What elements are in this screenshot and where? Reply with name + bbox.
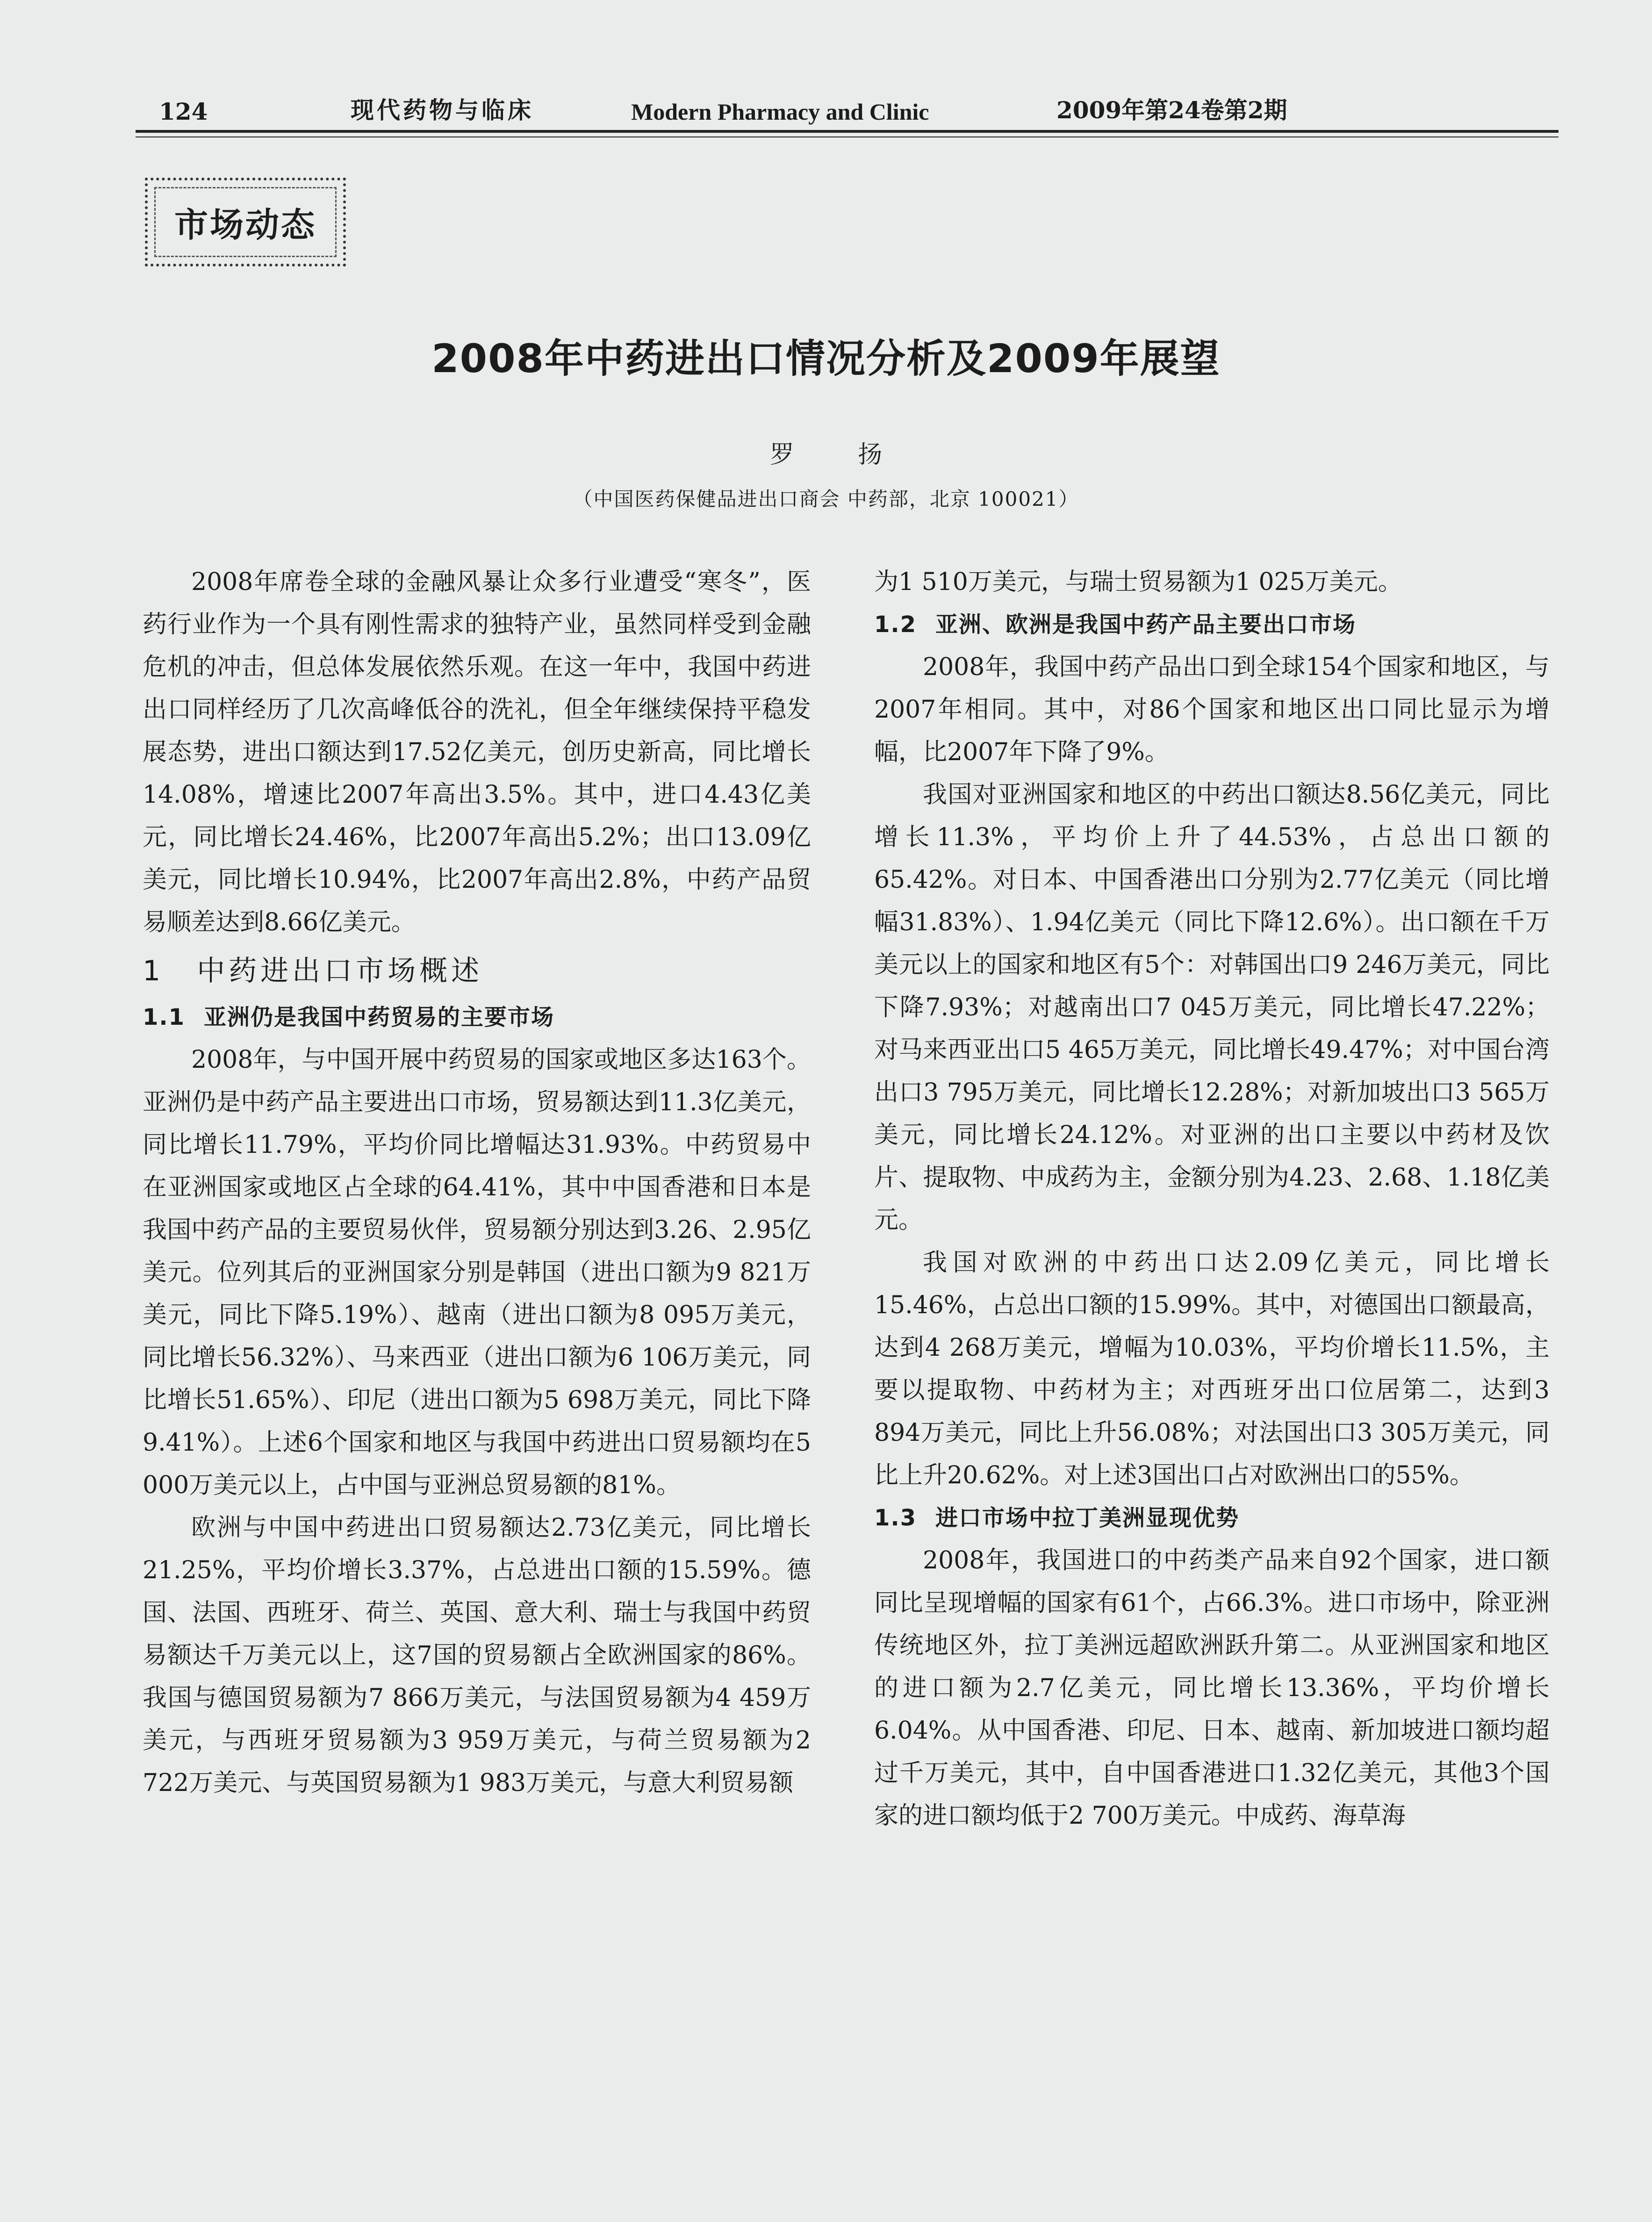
article-title: 2008年中药进出口情况分析及2009年展望 <box>431 336 1221 381</box>
section-badge <box>145 178 346 266</box>
paragraph: 我国对亚洲国家和地区的中药出口额达8.56亿美元，同比增长11.3%，平均价上升了44.53%，占总出口额的65.42%。对日本、中国香港出口分别为2.77亿美元（同比增幅31.83%）、1.94亿美元（同比下降12.6%）。出口额在千万美元以上的国家和地区有5个：对韩国出口9 246万美元，同比下降7.93%；对越南出口7 045万美元，同比增长47.22%；对马来西亚出口5 465万美元，同比增长49.47%；对中国台湾出口3 795万美元，同比增长12.28%；对新加坡出口3 565万美元，同比增长24.12%。对亚洲的出口主要以中药材及饮片、提取物、中成药为主，金额分别为4.23、2.68、1.18亿美元。 <box>874 781 1550 1234</box>
paragraph: 欧洲与中国中药进出口贸易额达2.73亿美元，同比增长21.25%，平均价增长3.37%，占总进出口额的15.59%。德国、法国、西班牙、荷兰、英国、意大利、瑞士与我国中药贸易额达千万美元以上，这7国的贸易额占全欧洲国家的86%。我国与德国贸易额为7 866万美元，与法国贸易额为4 459万美元，与西班牙贸易额为3 959万美元，与荷兰贸易额为2 722万美元、与英国贸易额为1 983万美元，与意大利贸易额 <box>143 1514 811 1797</box>
intro-paragraph: 2008年席卷全球的金融风暴让众多行业遭受“寒冬”，医药行业作为一个具有刚性需求的独特产业，虽然同样受到金融危机的冲击，但总体发展依然乐观。在这一年中，我国中药进出口同样经历了几次高峰低谷的洗礼，但全年继续保持平稳发展态势，进出口额达到17.52亿美元，创历史新高，同比增长14.08%，增速比2007年高出3.5%。其中，进口4.43亿美元，同比增长24.46%，比2007年高出5.2%；出口13.09亿美元，同比增长10.94%，比2007年高出2.8%，中药产品贸易顺差达到8.66亿美元。 <box>143 568 811 936</box>
page-number: 124 <box>159 98 208 125</box>
journal-name-en: Modern Pharmacy and Clinic <box>631 99 929 125</box>
article-affiliation: （中国医药保健品进出口商会 中药部，北京 100021） <box>573 488 1079 511</box>
body-column-left <box>143 561 811 1805</box>
subsection-number: 1.2 <box>874 611 917 638</box>
subsection-title: 进口市场中拉丁美洲显现优势 <box>935 1505 1240 1531</box>
journal-name-cn: 现代药物与临床 <box>351 96 534 124</box>
journal-volume: 2009年第24卷第2期 <box>1056 96 1287 124</box>
paragraph: 2008年，我国进口的中药类产品来自92个国家，进口额同比呈现增幅的国家有61个，占66.3%。进口市场中，除亚洲传统地区外，拉丁美洲远超欧洲跃升第二。从亚洲国家和地区的进口额为2.7亿美元，同比增长13.36%，平均价增长6.04%。从中国香港、印尼、日本、越南、新加坡进口额均超过千万美元，其中，自中国香港进口1.32亿美元，其他3个国家的进口额均低于2 700万美元。中成药、海草海 <box>874 1546 1550 1830</box>
section-badge-label: 市场动态 <box>174 205 316 244</box>
paragraph: 2008年，与中国开展中药贸易的国家或地区多达163个。亚洲仍是中药产品主要进出口市场，贸易额达到11.3亿美元，同比增长11.79%，平均价同比增幅达31.93%。中药贸易中在亚洲国家或地区占全球的64.41%，其中中国香港和日本是我国中药产品的主要贸易伙伴，贸易额分别达到3.26、2.95亿美元。位列其后的亚洲国家分别是韩国（进出口额为9 821万美元，同比下降5.19%）、越南（进出口额为8 095万美元，同比增长56.32%）、马来西亚（进出口额为6 106万美元，同比增长51.65%）、印尼（进出口额为5 698万美元，同比下降9.41%）。上述6个国家和地区与我国中药进出口贸易额均在5 000万美元以上，占中国与亚洲总贸易额的81%。 <box>143 1046 811 1499</box>
subsection-heading-1-3 <box>874 1497 1550 1539</box>
paragraph: 我国对欧洲的中药出口达2.09亿美元，同比增长15.46%，占总出口额的15.99%。其中，对德国出口额最高，达到4 268万美元，增幅为10.03%，平均价增长11.5%，主要以提取物、中药材为主；对西班牙出口位居第二，达到3 894万美元，同比上升56.08%；对法国出口3 305万美元，同比上升20.62%。对上述3国出口占对欧洲出口的55%。 <box>874 1249 1550 1489</box>
paragraph-continued: 为1 510万美元，与瑞士贸易额为1 025万美元。 <box>874 568 1402 596</box>
body-column-right <box>874 561 1550 1837</box>
subsection-title: 亚洲、欧洲是我国中药产品主要出口市场 <box>935 611 1357 638</box>
subsection-number: 1.1 <box>143 1004 186 1030</box>
section-title: 中药进出口市场概述 <box>197 955 483 987</box>
section-number: 1 <box>143 955 165 987</box>
running-header <box>140 83 1512 125</box>
section-heading-1 <box>143 948 811 994</box>
article-author: 罗 扬 <box>769 441 911 469</box>
subsection-heading-1-1 <box>143 996 811 1039</box>
subsection-number: 1.3 <box>874 1505 917 1531</box>
subsection-heading-1-2 <box>874 604 1550 646</box>
header-rule-thick <box>136 130 1559 133</box>
paragraph: 2008年，我国中药产品出口到全球154个国家和地区，与2007年相同。其中，对86个国家和地区出口同比显示为增幅，比2007年下降了9%。 <box>874 653 1550 766</box>
subsection-title: 亚洲仍是我国中药贸易的主要市场 <box>204 1004 555 1030</box>
